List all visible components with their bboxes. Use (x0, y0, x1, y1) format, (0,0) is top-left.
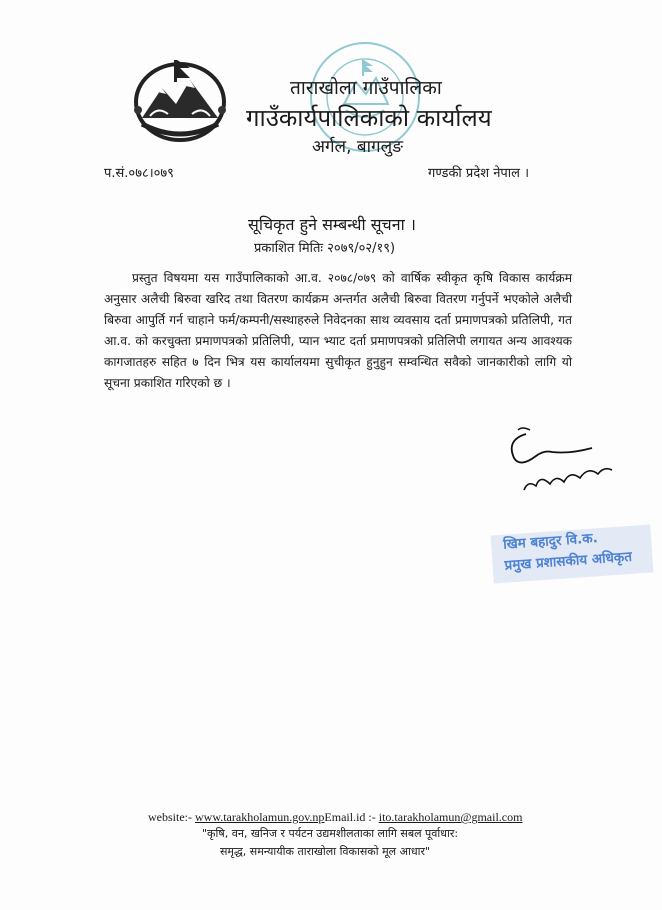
footer-contact (148, 810, 522, 825)
handwritten-signature-icon (500, 418, 630, 508)
website-label: website:- (148, 810, 195, 824)
email-label: Email.id :- (324, 810, 379, 824)
office-address: अर्गल, बागलुङ (312, 137, 403, 157)
footer-slogan-line2: समृद्ध, समन्यायीक ताराखोला विकासको मूल आधार" (220, 845, 431, 858)
stamp-officer-title: प्रमुख प्रशासकीय अधिकृत (504, 548, 633, 574)
notice-body: प्रस्तुत विषयमा यस गाउँपालिकाको आ.व. २०७८/०७९ को वार्षिक स्वीकृत कृषि विकास कार्यक्रम अनुसार अलैची बिरुवा खरिद तथा वितरण कार्यक्रम अन्तर्गत अलैची बिरुवा वितरण गर्नुपर्ने भएकोले अलैची बिरुवा आपुर्ति गर्न चाहाने फर्म/कम्पनी/सस्थाहरुले निवेदनका साथ व्यवसाय दर्ता प्रमाणपत्रको प्रतिलिपी, गत आ.व. को करचुक्ता प्रमाणपत्रको प्रतिलिपी, प्यान भ्याट दर्ता प्रमाणपत्रको प्रतिलिपी लगायत अन्य आवश्यक कागजातहरु सहित ७ दिन भित्र यस कार्यालयमा सुचीकृत हुनुहुन सम्वन्धित सवैको जानकारीको लागि यो सूचना प्रकाशित गरिएको छ । (104, 271, 572, 390)
stamp-officer-name: खिम बहादुर वि.क. (502, 530, 599, 553)
published-date: प्रकाशित मितिः २०७९/०२/१९) (254, 241, 396, 256)
province-label: गण्डकी प्रदेश नेपाल । (428, 166, 530, 181)
officer-stamp (491, 524, 654, 583)
municipality-name: ताराखोला गाउँपालिका (290, 77, 442, 99)
reference-number: प.सं.०७८।०७९ (104, 166, 174, 181)
email-link[interactable]: ito.tarakholamun@gmail.com (378, 810, 523, 824)
nepal-government-emblem-icon (128, 52, 232, 144)
notice-subject: सूचिकृत हुने सम्बन्धी सूचना । (248, 215, 416, 234)
website-link[interactable]: www.tarakholamun.gov.np (195, 810, 325, 824)
office-name: गाउँकार्यपालिकाको कार्यालय (246, 104, 492, 132)
footer-slogan-line1: "कृषि, वन, खनिज र पर्यटन उद्यमशीलताका लागि सबल पूर्वाधार: (202, 827, 459, 840)
